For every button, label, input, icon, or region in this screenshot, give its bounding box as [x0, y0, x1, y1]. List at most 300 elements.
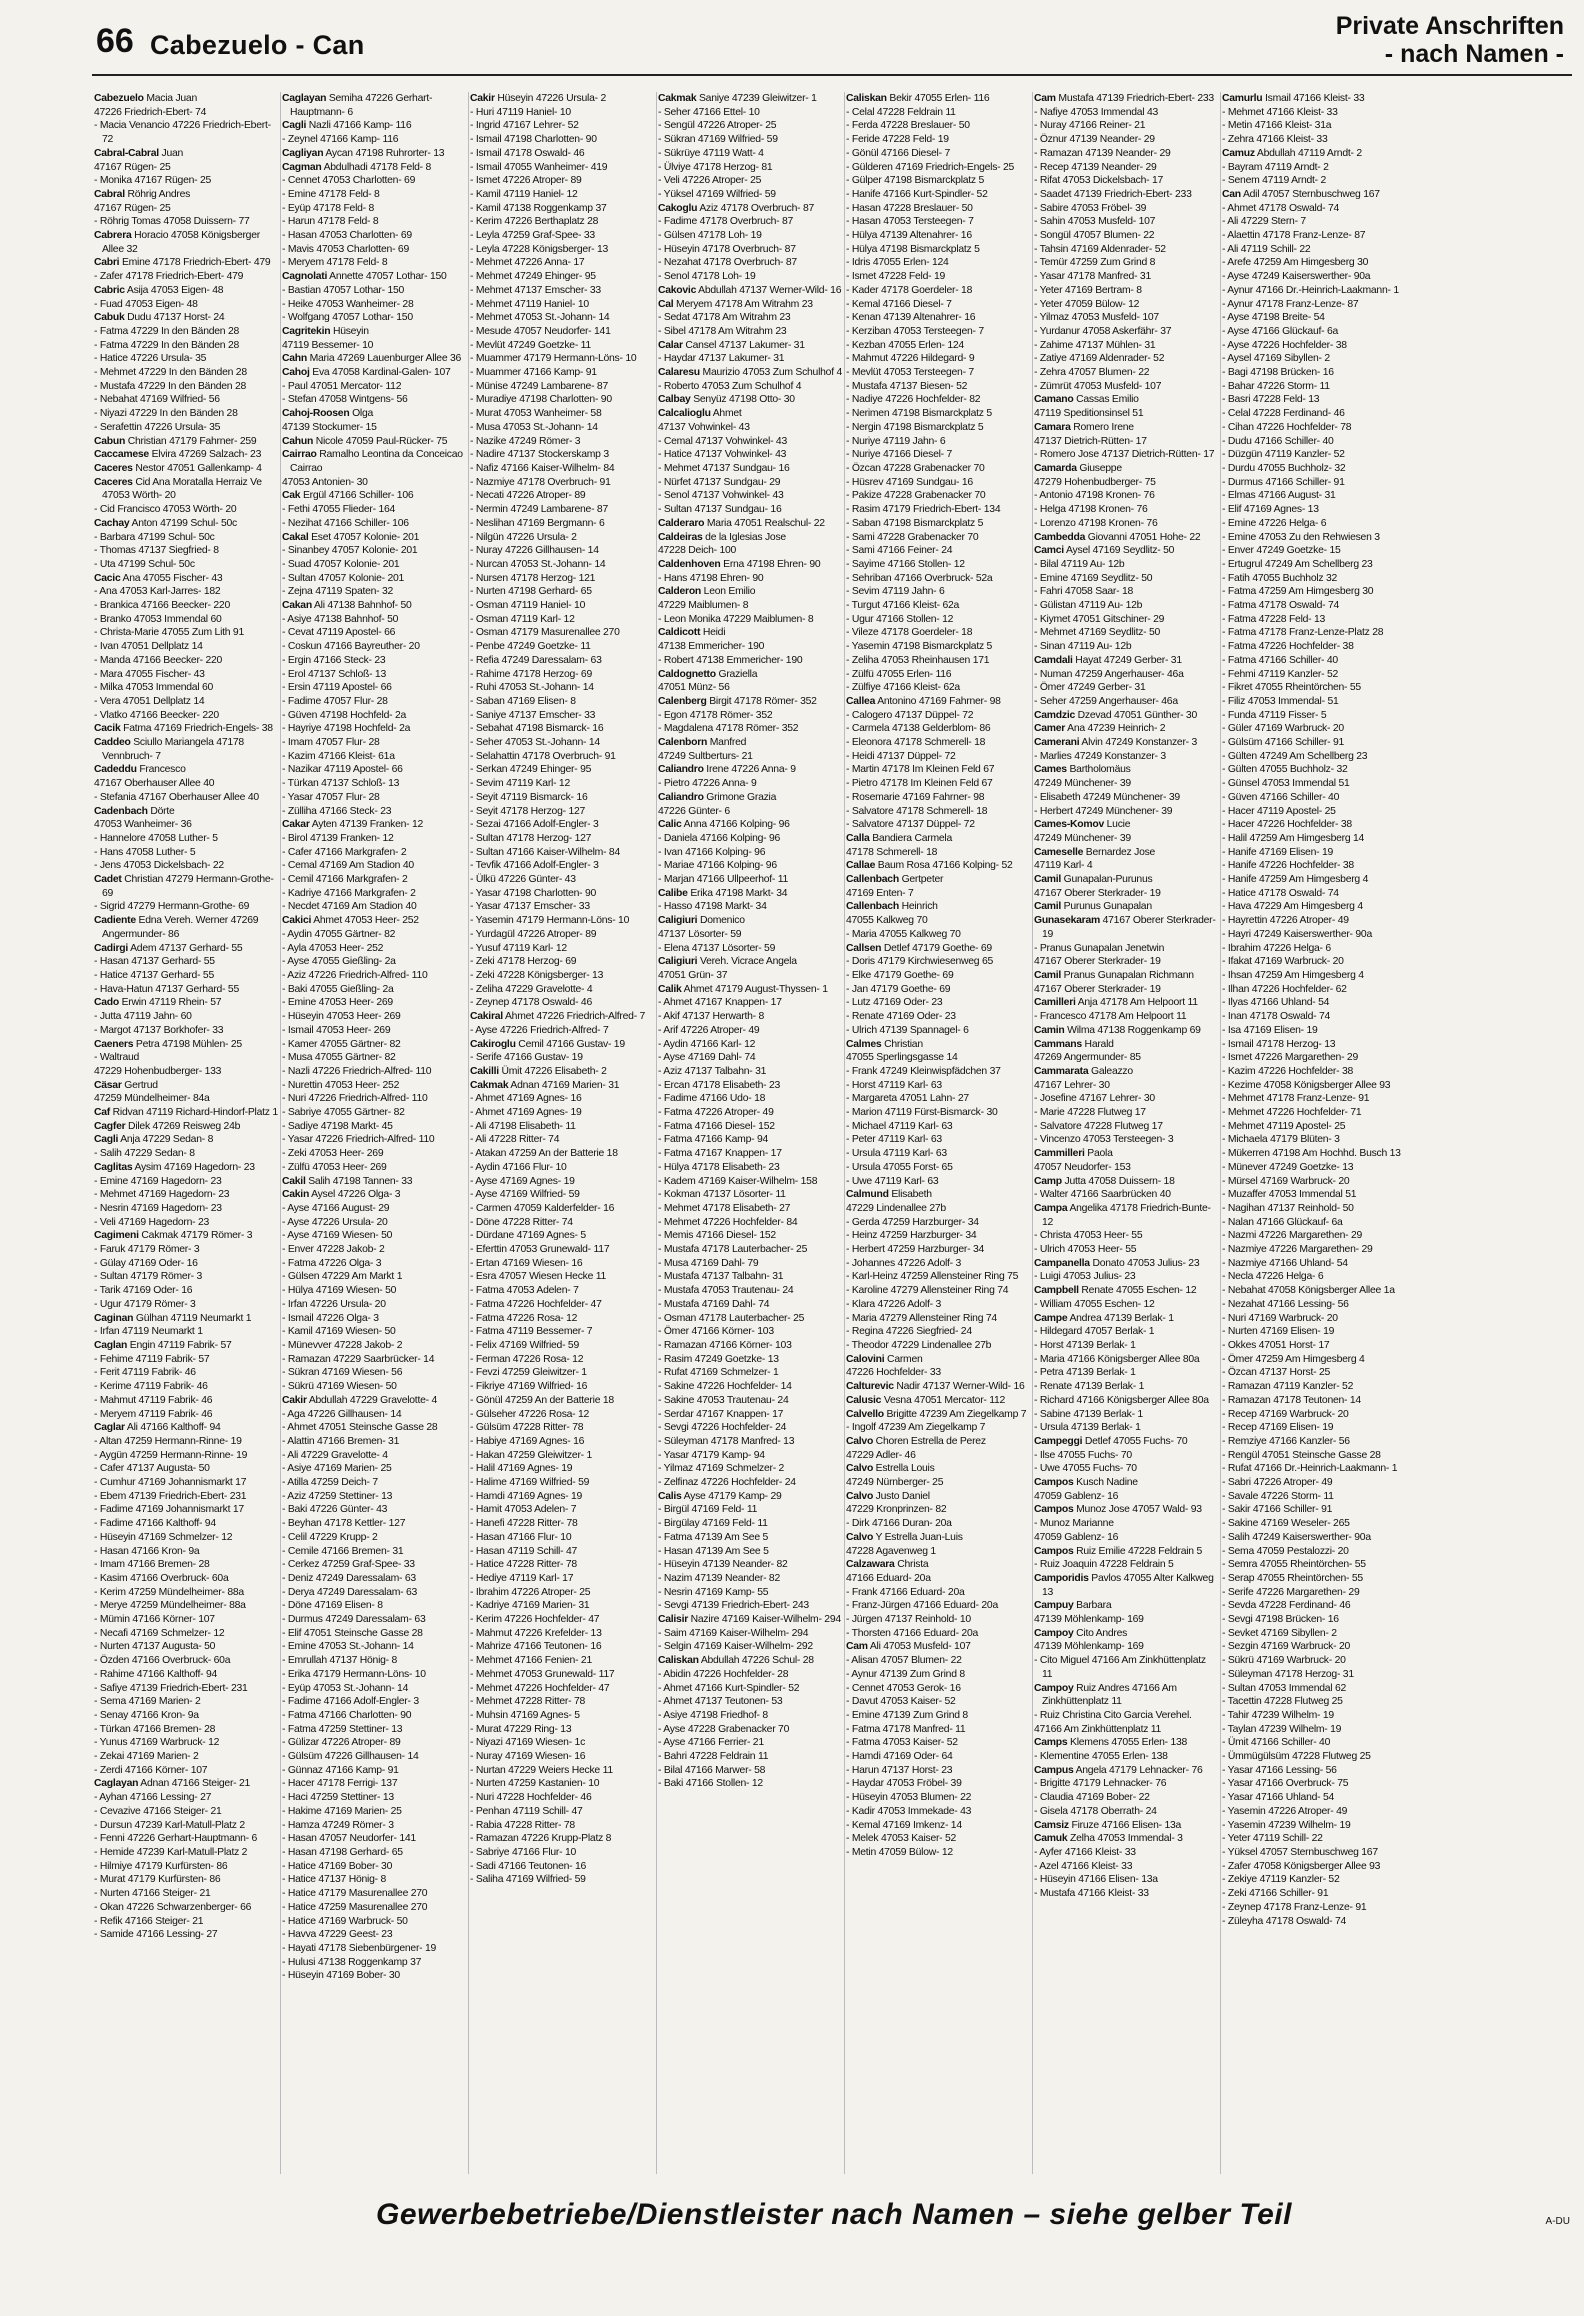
- directory-entry: - Ömer 47259 Am Himgesberg 4: [1222, 1353, 1365, 1365]
- directory-entry: - Herbert 47249 Münchener- 39: [1034, 805, 1173, 817]
- directory-entry: - Serap 47055 Rheintörchen- 55: [1222, 1572, 1363, 1584]
- directory-entry: - Saban 47198 Bismarckplatz 5: [846, 517, 984, 529]
- directory-entry: - Ugur 47166 Stollen- 12: [846, 613, 954, 625]
- directory-entry: Cameselle Bernardez Jose: [1034, 846, 1156, 858]
- directory-entry: - Hüseyin 47178 Overbruch- 87: [658, 243, 796, 255]
- directory-entry: - Zeliha 47229 Gravelotte- 4: [470, 983, 593, 995]
- surname: Calzawara: [846, 1559, 895, 1571]
- directory-entry: - Münevver 47228 Jakob- 2: [282, 1339, 403, 1351]
- directory-entry: - Yasemin 47226 Atroper- 49: [1222, 1805, 1348, 1817]
- directory-entry: - Fatma 47166 Kamp- 94: [658, 1134, 769, 1146]
- directory-entry: - Ismet 47228 Feld- 19: [846, 271, 946, 283]
- directory-entry: - Nurtan 47229 Weiers Hecke 11: [470, 1764, 613, 1776]
- directory-entry: - Fatma 47228 Feld- 13: [1222, 613, 1326, 625]
- directory-entry: - Ihsan 47259 Am Himgesberg 4: [1222, 970, 1364, 981]
- directory-entry: - Ingolf 47239 Am Ziegelkamp 7: [846, 1422, 986, 1434]
- section-title-line-2: - nach Namen -: [1384, 40, 1564, 68]
- directory-entry: - Niyazi 47229 In den Bänden 28: [94, 408, 238, 420]
- directory-entry: Camano Cassas Emilio: [1034, 394, 1139, 406]
- directory-entry: Cadirgi Adem 47137 Gerhard- 55: [94, 942, 243, 954]
- directory-entry: - Seher 47166 Ettel- 10: [658, 106, 760, 118]
- directory-entry: - Sakine 47053 Trautenau- 24: [658, 1394, 789, 1406]
- directory-entry: - Ahmet 47169 Agnes- 16: [470, 1093, 582, 1105]
- directory-entry: - Luigi 47053 Julius- 23: [1034, 1271, 1136, 1283]
- directory-entry: - Sema 47169 Marien- 2: [94, 1696, 201, 1708]
- directory-entry: Caldenhoven Erna 47198 Ehren- 90: [658, 558, 821, 570]
- directory-entry: Cachay Anton 47199 Schul- 50c: [94, 517, 237, 529]
- directory-entry: - Zeynep 47178 Oswald- 46: [470, 997, 592, 1009]
- directory-entry: - Asiye 47198 Friedhof- 8: [658, 1709, 768, 1721]
- surname: Cadenbach: [94, 805, 148, 817]
- directory-entry: - Cemal 47137 Vohwinkel- 43: [658, 435, 787, 447]
- directory-entry: 47166 Am Zinkhüttenplatz 11: [1034, 1723, 1162, 1735]
- directory-entry: Caddeo Sciullo Mariangela 47178 Vennbruch- 7: [94, 737, 244, 762]
- directory-entry: - Fatma 47139 Am See 5: [658, 1531, 769, 1543]
- directory-entry: - Güven 47198 Hochfeld- 2a: [282, 709, 407, 721]
- directory-entry: - Mevlüt 47249 Goetzke- 11: [470, 339, 591, 351]
- directory-entry: - Bastian 47057 Lothar- 150: [282, 284, 405, 296]
- directory-entry: - Nebahat 47058 Königsberger Allee 1a: [1222, 1285, 1395, 1297]
- directory-entry: - Gülsen 47229 Am Markt 1: [282, 1271, 403, 1283]
- directory-entry: - Ivan 47051 Dellplatz 14: [94, 641, 203, 653]
- directory-entry: - Asiye 47169 Marien- 25: [282, 1463, 392, 1475]
- directory-entry: - Irfan 47119 Neumarkt 1: [94, 1326, 203, 1338]
- surname: Campos: [1034, 1504, 1074, 1516]
- directory-entry: - Fatma 47226 Hochfelder- 47: [470, 1298, 602, 1310]
- directory-entry: - Ayse 47166 August- 29: [282, 1202, 390, 1214]
- directory-entry: - Murat 47179 Kurfürsten- 86: [94, 1874, 221, 1886]
- directory-entry: 47167 Rügen- 25: [94, 161, 171, 173]
- directory-entry: - Salih 47229 Sedan- 8: [94, 1148, 195, 1160]
- directory-entry: - Christa-Marie 47055 Zum Lith 91: [94, 627, 244, 639]
- directory-entry: - Fatih 47055 Buchholz 32: [1222, 572, 1338, 584]
- surname: Callenbach: [846, 901, 899, 913]
- directory-entry: - Senay 47166 Kron- 9a: [94, 1709, 199, 1721]
- directory-entry: Cabri Emine 47178 Friedrich-Ebert- 479: [94, 257, 271, 269]
- directory-entry: - Zekiye 47119 Kanzler- 52: [1222, 1874, 1340, 1886]
- surname: Camano: [1034, 394, 1074, 406]
- directory-entry: - Haydar 47053 Fröbel- 39: [846, 1778, 962, 1790]
- surname: Calic: [658, 819, 682, 831]
- directory-entry: - Ayse 47198 Breite- 54: [1222, 312, 1325, 324]
- directory-entry: - Semra 47055 Rheintörchen- 55: [1222, 1559, 1366, 1571]
- directory-entry: - Rufat 47169 Schmelzer- 1: [658, 1367, 779, 1379]
- directory-entry: - Sevim 47119 Karl- 12: [470, 778, 570, 790]
- directory-entry: Calenborn Manfred: [658, 737, 747, 749]
- directory-entry: - Sigrid 47279 Hermann-Grothe- 69: [94, 901, 250, 913]
- directory-entry: - Safiye 47139 Friedrich-Ebert- 231: [94, 1682, 248, 1694]
- directory-entry: - Richard 47166 Königsberger Allee 80a: [1034, 1394, 1209, 1406]
- surname: Caccamese: [94, 449, 149, 461]
- directory-entry: - Necla 47226 Helga- 6: [1222, 1271, 1324, 1283]
- directory-entry: Camil Purunus Gunapalan: [1034, 901, 1152, 913]
- directory-entry: - Leyla 47228 Königsberger- 13: [470, 243, 609, 255]
- directory-entry: Can Adil 47057 Sternbuschweg 167: [1222, 188, 1380, 200]
- directory-entry: - Gülistan 47119 Au- 12b: [1034, 600, 1143, 612]
- directory-entry: - Mehmet 47178 Franz-Lenze- 91: [1222, 1093, 1370, 1105]
- surname: Caddeo: [94, 737, 131, 749]
- directory-entry: - Asiye 47138 Bahnhof- 50: [282, 613, 399, 625]
- directory-entry: - Aziz 47226 Friedrich-Alfred- 110: [282, 970, 428, 981]
- surname: Campos: [1034, 1545, 1074, 1557]
- surname: Cakar: [282, 819, 310, 831]
- surname: Cahoj-Roosen: [282, 408, 350, 420]
- directory-entry: Caglayan Semiha 47226 Gerhart-Hauptmann- 6: [282, 93, 433, 118]
- directory-entry: Calzawara Christa: [846, 1559, 929, 1571]
- directory-entry: - Cemal 47169 Am Stadion 40: [282, 860, 414, 872]
- surname: Camer: [1034, 723, 1066, 735]
- directory-entry: - Zeki 47228 Königsberger- 13: [470, 970, 604, 981]
- directory-entry: Callsen Detlef 47179 Goethe- 69: [846, 942, 992, 954]
- surname: Cagli: [282, 120, 307, 132]
- directory-entry: Campus Angela 47179 Lehnacker- 76: [1034, 1764, 1203, 1776]
- directory-entry: - Hasan 47057 Neudorfer- 141: [282, 1833, 416, 1845]
- surname: Callsen: [846, 942, 882, 954]
- directory-entry: - Ismail 47178 Herzog- 13: [1222, 1038, 1336, 1050]
- directory-entry: - Uta 47199 Schul- 50c: [94, 558, 195, 570]
- directory-entry: - Ursula 47139 Berlak- 1: [1034, 1422, 1141, 1434]
- directory-entry: - Aynur 47166 Dr.-Heinrich-Laakmann- 1: [1222, 284, 1399, 296]
- directory-entry: - Aynur 47178 Franz-Lenze- 87: [1222, 298, 1359, 310]
- directory-entry: - Petra 47139 Berlak- 1: [1034, 1367, 1136, 1379]
- directory-entry: - Zeki 47166 Schiller- 91: [1222, 1888, 1329, 1900]
- directory-entry: - Hanefi 47228 Ritter- 78: [470, 1518, 578, 1530]
- directory-entry: - Rengül 47051 Steinsche Gasse 28: [1222, 1449, 1381, 1461]
- directory-entry: - Doris 47179 Kirchwiesenweg 65: [846, 956, 994, 968]
- surname: Caglan: [94, 1339, 128, 1351]
- directory-entry: Cado Erwin 47119 Rhein- 57: [94, 997, 222, 1009]
- surname: Callenbach: [846, 874, 899, 886]
- directory-entry: - Aygün 47259 Hermann-Rinne- 19: [94, 1449, 248, 1461]
- surname: Cambedda: [1034, 531, 1086, 543]
- directory-column: [658, 92, 845, 2174]
- surname: Campbell: [1034, 1285, 1079, 1297]
- directory-entry: - Ayse 47226 Hochfelder- 38: [1222, 339, 1347, 351]
- directory-entry: - Aziz 47137 Talbahn- 31: [658, 1065, 767, 1077]
- surname: Calenborn: [658, 737, 708, 749]
- directory-entry: - Ferda 47228 Breslauer- 50: [846, 120, 970, 132]
- surname: Campe: [1034, 1312, 1068, 1324]
- directory-entry: - Stefania 47167 Oberhauser Allee 40: [94, 791, 259, 803]
- directory-entry: - Rosemarie 47169 Fahrner- 98: [846, 791, 985, 803]
- surname: Campos: [1034, 1477, 1074, 1489]
- directory-entry: - Musa 47053 St.-Johann- 14: [470, 421, 598, 433]
- surname: Cagnolati: [282, 271, 328, 283]
- directory-entry: - Ursula 47119 Karl- 63: [846, 1148, 947, 1160]
- directory-entry: - Paul 47051 Mercator- 112: [282, 380, 402, 392]
- directory-entry: - Hülya 47178 Elisabeth- 23: [658, 1161, 780, 1173]
- directory-entry: Cames-Komov Lucie: [1034, 819, 1131, 831]
- directory-entry: - Ruiz Joaquin 47228 Feldrain 5: [1034, 1559, 1174, 1571]
- surname: Calbay: [658, 394, 691, 406]
- directory-entry: - Mustafa 47137 Talbahn- 31: [658, 1271, 784, 1283]
- directory-entry: - Eyüp 47053 St.-Johann- 14: [282, 1682, 409, 1694]
- surname: Calderaro: [658, 517, 705, 529]
- directory-entry: - Kezime 47058 Königsberger Allee 93: [1222, 1079, 1391, 1091]
- directory-entry: Cabral-Cabral Juan: [94, 147, 184, 159]
- directory-entry: - Turgut 47166 Kleist- 62a: [846, 600, 960, 612]
- directory-entry: - Hayati 47178 Siebenbürgener- 19: [282, 1942, 437, 1954]
- directory-entry: - Serife 47166 Gustav- 19: [470, 1052, 583, 1064]
- directory-entry: - Marjan 47166 Ullpeerhof- 11: [658, 874, 789, 886]
- directory-entry: Calcalioglu Ahmet: [658, 408, 742, 420]
- directory-entry: - Frank 47249 Kleinwispfädchen 37: [846, 1065, 1001, 1077]
- directory-entry: - Emine 47053 Heer- 269: [282, 997, 393, 1009]
- directory-entry: - Kamer 47055 Gärtner- 82: [282, 1038, 401, 1050]
- surname: Cagliyan: [282, 147, 324, 159]
- directory-entry: - Nazmiye 47226 Margarethen- 29: [1222, 1244, 1373, 1256]
- directory-entry: - Nazikar 47119 Apostel- 66: [282, 764, 403, 776]
- directory-entry: - Elif 47051 Steinsche Gasse 28: [282, 1627, 423, 1639]
- directory-entry: - Mahmut 47226 Hildegard- 9: [846, 353, 975, 365]
- surname: Cahun: [282, 435, 314, 447]
- directory-entry: Campuy Barbara: [1034, 1600, 1112, 1612]
- directory-entry: - Yasar 47178 Manfred- 31: [1034, 271, 1151, 283]
- directory-entry: - Dudu 47166 Schiller- 40: [1222, 435, 1334, 447]
- directory-entry: - Fadime 47166 Adolf-Engler- 3: [282, 1696, 419, 1708]
- directory-entry: - Vincenzo 47053 Tersteegen- 3: [1034, 1134, 1174, 1146]
- surname: Caceres: [94, 462, 133, 474]
- directory-entry: - Nurten 47166 Steiger- 21: [94, 1888, 211, 1900]
- directory-entry: - Celil 47229 Krupp- 2: [282, 1531, 378, 1543]
- directory-entry: - Vlatko 47166 Beecker- 220: [94, 709, 219, 721]
- surname: Camporidis: [1034, 1572, 1089, 1584]
- surname: Cakan: [282, 600, 312, 612]
- directory-entry: - Mahmut 47119 Fabrik- 46: [94, 1394, 213, 1406]
- directory-entry: - Feride 47228 Feld- 19: [846, 134, 949, 146]
- surname: Cagimeni: [94, 1230, 139, 1242]
- directory-entry: Calar Cansel 47137 Lakumer- 31: [658, 339, 805, 351]
- surname: Calusic: [846, 1394, 882, 1406]
- directory-entry: - Mehmet 47226 Anna- 17: [470, 257, 585, 269]
- directory-entry: - Gisela 47178 Oberrath- 24: [1034, 1805, 1157, 1817]
- directory-entry: - Mehmet 47119 Apostel- 25: [1222, 1120, 1346, 1132]
- surname: Caliandro: [658, 791, 704, 803]
- directory-entry: - Eleonora 47178 Schmerell- 18: [846, 737, 986, 749]
- directory-entry: - Zehra 47057 Blumen- 22: [1034, 367, 1150, 379]
- directory-entry: Camp Jutta 47058 Duissern- 18: [1034, 1175, 1175, 1187]
- directory-entry: - Tahir 47239 Wilhelm- 19: [1222, 1709, 1334, 1721]
- directory-entry: - Huri 47119 Haniel- 10: [470, 106, 571, 118]
- directory-entry: - Munoz Marianne: [1034, 1518, 1114, 1530]
- directory-entry: - Felix 47169 Wilfried- 59: [470, 1339, 579, 1351]
- directory-entry: Camer Ana 47239 Heinrich- 2: [1034, 723, 1166, 735]
- directory-entry: - Mümin 47166 Körner- 107: [94, 1614, 215, 1626]
- directory-entry: - Döne 47169 Elisen- 8: [282, 1600, 383, 1612]
- directory-entry: - Zeki 47178 Herzog- 69: [470, 956, 577, 968]
- directory-entry: Cakovic Abdullah 47137 Werner-Wild- 16: [658, 284, 842, 296]
- directory-entry: - Eferttin 47053 Grunewald- 117: [470, 1244, 610, 1256]
- directory-entry: - Ramazan 47139 Neander- 29: [1034, 147, 1171, 159]
- directory-entry: - Hatice 47137 Hönig- 8: [282, 1874, 386, 1886]
- surname: Cakovic: [658, 284, 697, 296]
- directory-entry: - Mehmet 47178 Elisabeth- 27: [658, 1202, 791, 1214]
- directory-entry: - Ertan 47169 Wiesen- 16: [470, 1257, 583, 1269]
- directory-entry: - Ismail 47055 Wanheimer- 419: [470, 161, 608, 173]
- directory-entry: - Fehime 47119 Fabrik- 57: [94, 1353, 210, 1365]
- directory-entry: - Hanife 47259 Am Himgesberg 4: [1222, 874, 1369, 886]
- surname: Camuz: [1222, 147, 1255, 159]
- directory-entry: - Ulrich 47053 Heer- 55: [1034, 1244, 1137, 1256]
- directory-entry: - Seher 47259 Angerhauser- 46a: [1034, 695, 1178, 707]
- directory-entry: - Nuriye 47119 Jahn- 6: [846, 435, 946, 447]
- directory-entry: Calaresu Maurizio 47053 Zum Schulhof 4: [658, 367, 842, 379]
- directory-entry: - Ercan 47178 Elisabeth- 23: [658, 1079, 781, 1091]
- directory-entry: - Hamdi 47169 Agnes- 19: [470, 1490, 583, 1502]
- directory-entry: - Mehmet 47119 Haniel- 10: [470, 298, 589, 310]
- directory-entry: - Osman 47119 Haniel- 10: [470, 600, 586, 612]
- directory-entry: - Celal 47228 Ferdinand- 46: [1222, 408, 1345, 420]
- directory-entry: - Kadriye 47166 Markgrafen- 2: [282, 887, 416, 899]
- directory-entry: - Kerziban 47053 Tersteegen- 7: [846, 325, 984, 337]
- directory-entry: - Serdar 47167 Knappen- 17: [658, 1408, 784, 1420]
- directory-entry: - Mustafa 47053 Trautenau- 24: [658, 1285, 794, 1297]
- surname: Camilleri: [1034, 997, 1076, 1009]
- directory-entry: - Hamza 47249 Römer- 3: [282, 1819, 394, 1831]
- directory-entry: - Durmus 47166 Schiller- 91: [1222, 476, 1345, 488]
- directory-entry: - Nurten 47137 Augusta- 50: [94, 1641, 216, 1653]
- directory-entry: - Selgin 47169 Kaiser-Wilhelm- 292: [658, 1641, 813, 1653]
- directory-entry: Camil Pranus Gunapalan Richmann: [1034, 970, 1194, 981]
- directory-entry: Cacic Ana 47055 Fischer- 43: [94, 572, 223, 584]
- directory-entry: - Hasan 47137 Gerhard- 55: [94, 956, 215, 968]
- directory-entry: - Kokman 47137 Lösorter- 11: [658, 1189, 786, 1201]
- directory-entry: - Mustafa 47178 Lauterbacher- 25: [658, 1244, 808, 1256]
- directory-entry: - Nazmiye 47178 Overbruch- 91: [470, 476, 611, 488]
- directory-entry: - Sultan 47179 Römer- 3: [94, 1271, 203, 1283]
- surname: Cahoj: [282, 367, 310, 379]
- directory-entry: - Altan 47259 Hermann-Rinne- 19: [94, 1435, 242, 1447]
- directory-entry: - Elmas 47166 August- 31: [1222, 490, 1336, 502]
- directory-entry: Cagli Nazli 47166 Kamp- 116: [282, 120, 412, 132]
- directory-entry: Camin Wilma 47138 Roggenkamp 69: [1034, 1024, 1201, 1036]
- directory-entry: - Maria 47055 Kalkweg 70: [846, 928, 961, 940]
- surname: Cabrera: [94, 230, 132, 242]
- directory-entry: Campanella Donato 47053 Julius- 23: [1034, 1257, 1200, 1269]
- directory-entry: - Enver 47228 Jakob- 2: [282, 1244, 385, 1256]
- directory-entry: Cabezuelo Macia Juan: [94, 93, 197, 104]
- directory-entry: - Kemal 47166 Diesel- 7: [846, 298, 952, 310]
- directory-entry: - Ismail 47198 Charlotten- 90: [470, 134, 597, 146]
- directory-entry: - Ursula 47055 Forst- 65: [846, 1161, 953, 1173]
- directory-entry: - Kezban 47055 Erlen- 124: [846, 339, 964, 351]
- directory-entry: Calmund Elisabeth: [846, 1189, 932, 1201]
- surname: Campa: [1034, 1202, 1068, 1214]
- surname: Camps: [1034, 1737, 1068, 1749]
- directory-entry: 47259 Mündelheimer- 84a: [94, 1093, 210, 1105]
- directory-entry: - Jürgen 47137 Reinhold- 10: [846, 1614, 971, 1626]
- directory-entry: - Veli 47169 Hagedorn- 23: [94, 1216, 210, 1228]
- directory-entry: - Sükrü 47169 Warbruck- 20: [1222, 1655, 1346, 1667]
- surname: Cammarata: [1034, 1065, 1089, 1077]
- directory-entry: - Saadet 47139 Friedrich-Ebert- 233: [1034, 188, 1192, 200]
- directory-entry: - Bahar 47226 Storm- 11: [1222, 380, 1330, 392]
- directory-entry: - Temür 47259 Zum Grind 8: [1034, 257, 1156, 269]
- directory-entry: - Ramazan 47166 Körner- 103: [658, 1339, 792, 1351]
- directory-entry: - Sevket 47169 Sibyllen- 2: [1222, 1627, 1337, 1639]
- directory-entry: - Samide 47166 Lessing- 27: [94, 1929, 218, 1941]
- directory-entry: - Zahime 47137 Mühlen- 31: [1034, 339, 1156, 351]
- surname: Calaresu: [658, 367, 700, 379]
- directory-entry: - Murat 47229 Ring- 13: [470, 1723, 572, 1735]
- directory-entry: - Hüseyin 47053 Blumen- 22: [846, 1792, 972, 1804]
- directory-entry: - Halil 47169 Agnes- 19: [470, 1463, 573, 1475]
- surname: Cado: [94, 997, 119, 1009]
- directory-entry: Campoy Ruiz Andres 47166 Am Zinkhüttenplatz 11: [1034, 1682, 1177, 1708]
- surname: Cacik: [94, 723, 121, 735]
- surname: Calturevic: [846, 1381, 894, 1393]
- directory-entry: - Metin 47059 Bülow- 12: [846, 1847, 953, 1858]
- surname: Camurlu: [1222, 93, 1263, 104]
- directory-entry: 47226 Friedrich-Ebert- 74: [94, 106, 207, 118]
- directory-entry: - Ayse 47169 Wiesen- 50: [282, 1230, 393, 1242]
- surname: Cak: [282, 490, 301, 502]
- directory-entry: - Serife 47226 Margarethen- 29: [1222, 1586, 1360, 1598]
- directory-entry: - Recep 47169 Elisen- 19: [1222, 1422, 1334, 1434]
- directory-entry: - Yusuf 47119 Karl- 12: [470, 942, 567, 954]
- directory-entry: - Hildegard 47057 Berlak- 1: [1034, 1326, 1155, 1338]
- directory-entry: - Kemal 47169 Imkenz- 14: [846, 1819, 962, 1831]
- directory-entry: - Hülya 47139 Altenahrer- 16: [846, 230, 972, 242]
- directory-entry: - Carmen 47059 Kalderfelder- 16: [470, 1202, 615, 1214]
- page-number: 66: [96, 22, 134, 60]
- directory-entry: - Vera 47051 Dellplatz 14: [94, 695, 205, 707]
- surname: Caldicott: [658, 627, 701, 639]
- directory-entry: - Mükerren 47198 Am Hochhd. Busch 13: [1222, 1148, 1401, 1160]
- directory-entry: Callae Baum Rosa 47166 Kolping- 52: [846, 860, 1013, 872]
- surname: Cakoglu: [658, 202, 698, 214]
- directory-entry: - Rasim 47179 Friedrich-Ebert- 134: [846, 504, 1001, 516]
- directory-entry: - Nurten 47169 Elisen- 19: [1222, 1326, 1335, 1338]
- directory-entry: - Aynur 47139 Zum Grind 8: [846, 1668, 965, 1680]
- directory-entry: - Özcan 47137 Horst- 25: [1222, 1367, 1331, 1379]
- directory-entry: - Hasan 47166 Flur- 10: [470, 1531, 572, 1543]
- directory-entry: - Sezgin 47169 Warbruck- 20: [1222, 1641, 1351, 1653]
- directory-entry: - Fatma 47119 Bessemer- 7: [470, 1326, 593, 1338]
- directory-entry: Cam Mustafa 47139 Friedrich-Ebert- 233: [1034, 93, 1214, 104]
- directory-entry: Cam Ali 47053 Musfeld- 107: [846, 1641, 971, 1653]
- directory-entry: - Ülviye 47178 Herzog- 81: [658, 161, 773, 173]
- directory-entry: - Kadir 47053 Immekade- 43: [846, 1805, 972, 1817]
- directory-entry: - Ümmügülsüm 47228 Flutweg 25: [1222, 1751, 1371, 1763]
- directory-entry: Campbell Renate 47055 Eschen- 12: [1034, 1285, 1197, 1297]
- directory-entry: - Nergin 47198 Bismarckplatz 5: [846, 421, 984, 433]
- directory-entry: Calla Bandiera Carmela: [846, 832, 952, 844]
- directory-entry: - Renate 47139 Berlak- 1: [1034, 1381, 1145, 1393]
- directory-entry: Cakan Ali 47138 Bahnhof- 50: [282, 600, 412, 612]
- directory-entry: - Mehmet 47137 Sundgau- 16: [658, 462, 790, 474]
- directory-entry: 47229 Kronprinzen- 82: [846, 1504, 947, 1516]
- directory-entry: - Roberto 47053 Zum Schulhof 4: [658, 380, 802, 392]
- directory-entry: - Ramazan 47178 Teutonen- 14: [1222, 1394, 1361, 1406]
- directory-entry: Calvo Choren Estrella de Perez: [846, 1435, 986, 1447]
- directory-entry: - Gülay 47169 Oder- 16: [94, 1257, 198, 1269]
- directory-entry: - Haci 47259 Stettiner- 13: [282, 1792, 394, 1804]
- directory-entry: - Fatma 47226 Olga- 3: [282, 1257, 382, 1269]
- directory-entry: - Ayfer 47166 Kleist- 33: [1034, 1847, 1136, 1858]
- directory-entry: - Fatma 47178 Manfred- 11: [846, 1723, 966, 1735]
- directory-entry: - Yasemin 47239 Wilhelm- 19: [1222, 1819, 1351, 1831]
- directory-entry: 47269 Angermunder- 85: [1034, 1052, 1141, 1064]
- directory-entry: - Nadire 47137 Stockerskamp 3: [470, 449, 609, 461]
- directory-entry: - Memis 47166 Diesel- 152: [658, 1230, 776, 1242]
- surname: Calmes: [846, 1038, 882, 1050]
- directory-entry: - Gülsüm 47226 Gillhausen- 14: [282, 1751, 419, 1763]
- directory-entry: - Ivan 47166 Kolping- 96: [658, 846, 766, 858]
- directory-entry: - Fadime 47166 Kalthoff- 94: [94, 1518, 216, 1530]
- directory-entry: Camuz Abdullah 47119 Arndt- 2: [1222, 147, 1362, 159]
- directory-entry: - Ferit 47119 Fabrik- 46: [94, 1367, 196, 1379]
